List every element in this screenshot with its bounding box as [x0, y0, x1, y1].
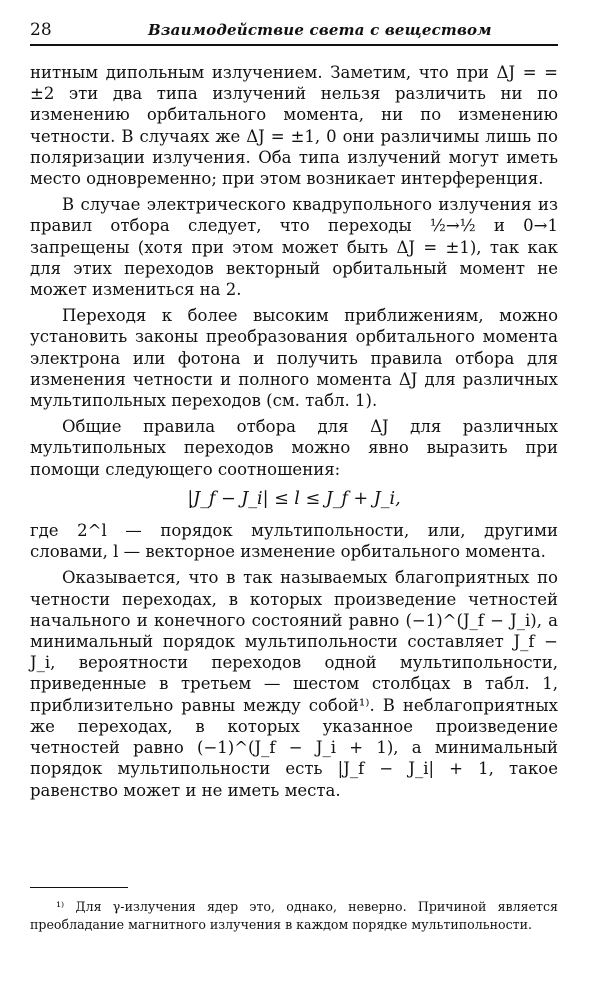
page-number: 28 [30, 20, 52, 40]
paragraph-1: нитным дипольным излучением. Заметим, что при ΔJ = = ±2 эти два типа излучений нельзя различить ни по изменению орбитального момента, ни по изменению четности. В случаях же ΔJ = ±1, 0 они различимы лишь по поляризации излучения. Оба типа излучений могут иметь место одновременно; при этом возникает интерференция. [30, 63, 558, 189]
paragraph-6: Оказывается, что в так называемых благоприятных по четности переходах, в которых произведение четностей начального и конечного состояний равно (−1)^(J_f − J_i), а минимальный порядок мультипольности составляет J_f − J_i, вероятности переходов одной мультипольности, приведенные в третьем — шестом столбцах в табл. 1, приблизительно равны между собой¹⁾. В неблагоприятных же переходах, в которых указанное произведение четностей равно (−1)^(J_f − J_i + 1), а минимальный порядок мультипольности есть |J_f − J_i| + 1, такое равенство может и не иметь места. [30, 568, 558, 800]
footnote-rule [30, 887, 128, 888]
paragraph-3: Переходя к более высоким приближениям, можно установить законы преобразования орбитального момента электрона или фотона и получить правила отбора для изменения четности и полного момента ΔJ для различных мультипольных переходов (см. табл. 1). [30, 306, 558, 411]
paragraph-2: В случае электрического квадрупольного излучения из правил отбора следует, что переходы ½→½ и 0→1 запрещены (хотя при этом может быть ΔJ = ±1), так как для этих переходов векторный орбитальный момент не может измениться на 2. [30, 195, 558, 300]
footnote: ¹⁾ Для γ-излучения ядер это, однако, неверно. Причиной является преобладание магнитного излучения в каждом порядке мультипольности. [30, 899, 558, 932]
body-text [30, 62, 558, 806]
paragraph-5: где 2^l — порядок мультипольности, или, другими словами, l — векторное изменение орбитального момента. [30, 521, 558, 562]
running-title: Взаимодействие света с веществом [148, 21, 492, 39]
paragraph-4: Общие правила отбора для ΔJ для различных мультипольных переходов можно явно выразить при помощи следующего соотношения: [30, 417, 558, 479]
selection-rule-formula: |J_f − J_i| ≤ l ≤ J_f + J_i, [187, 488, 401, 509]
page-header [30, 18, 558, 46]
